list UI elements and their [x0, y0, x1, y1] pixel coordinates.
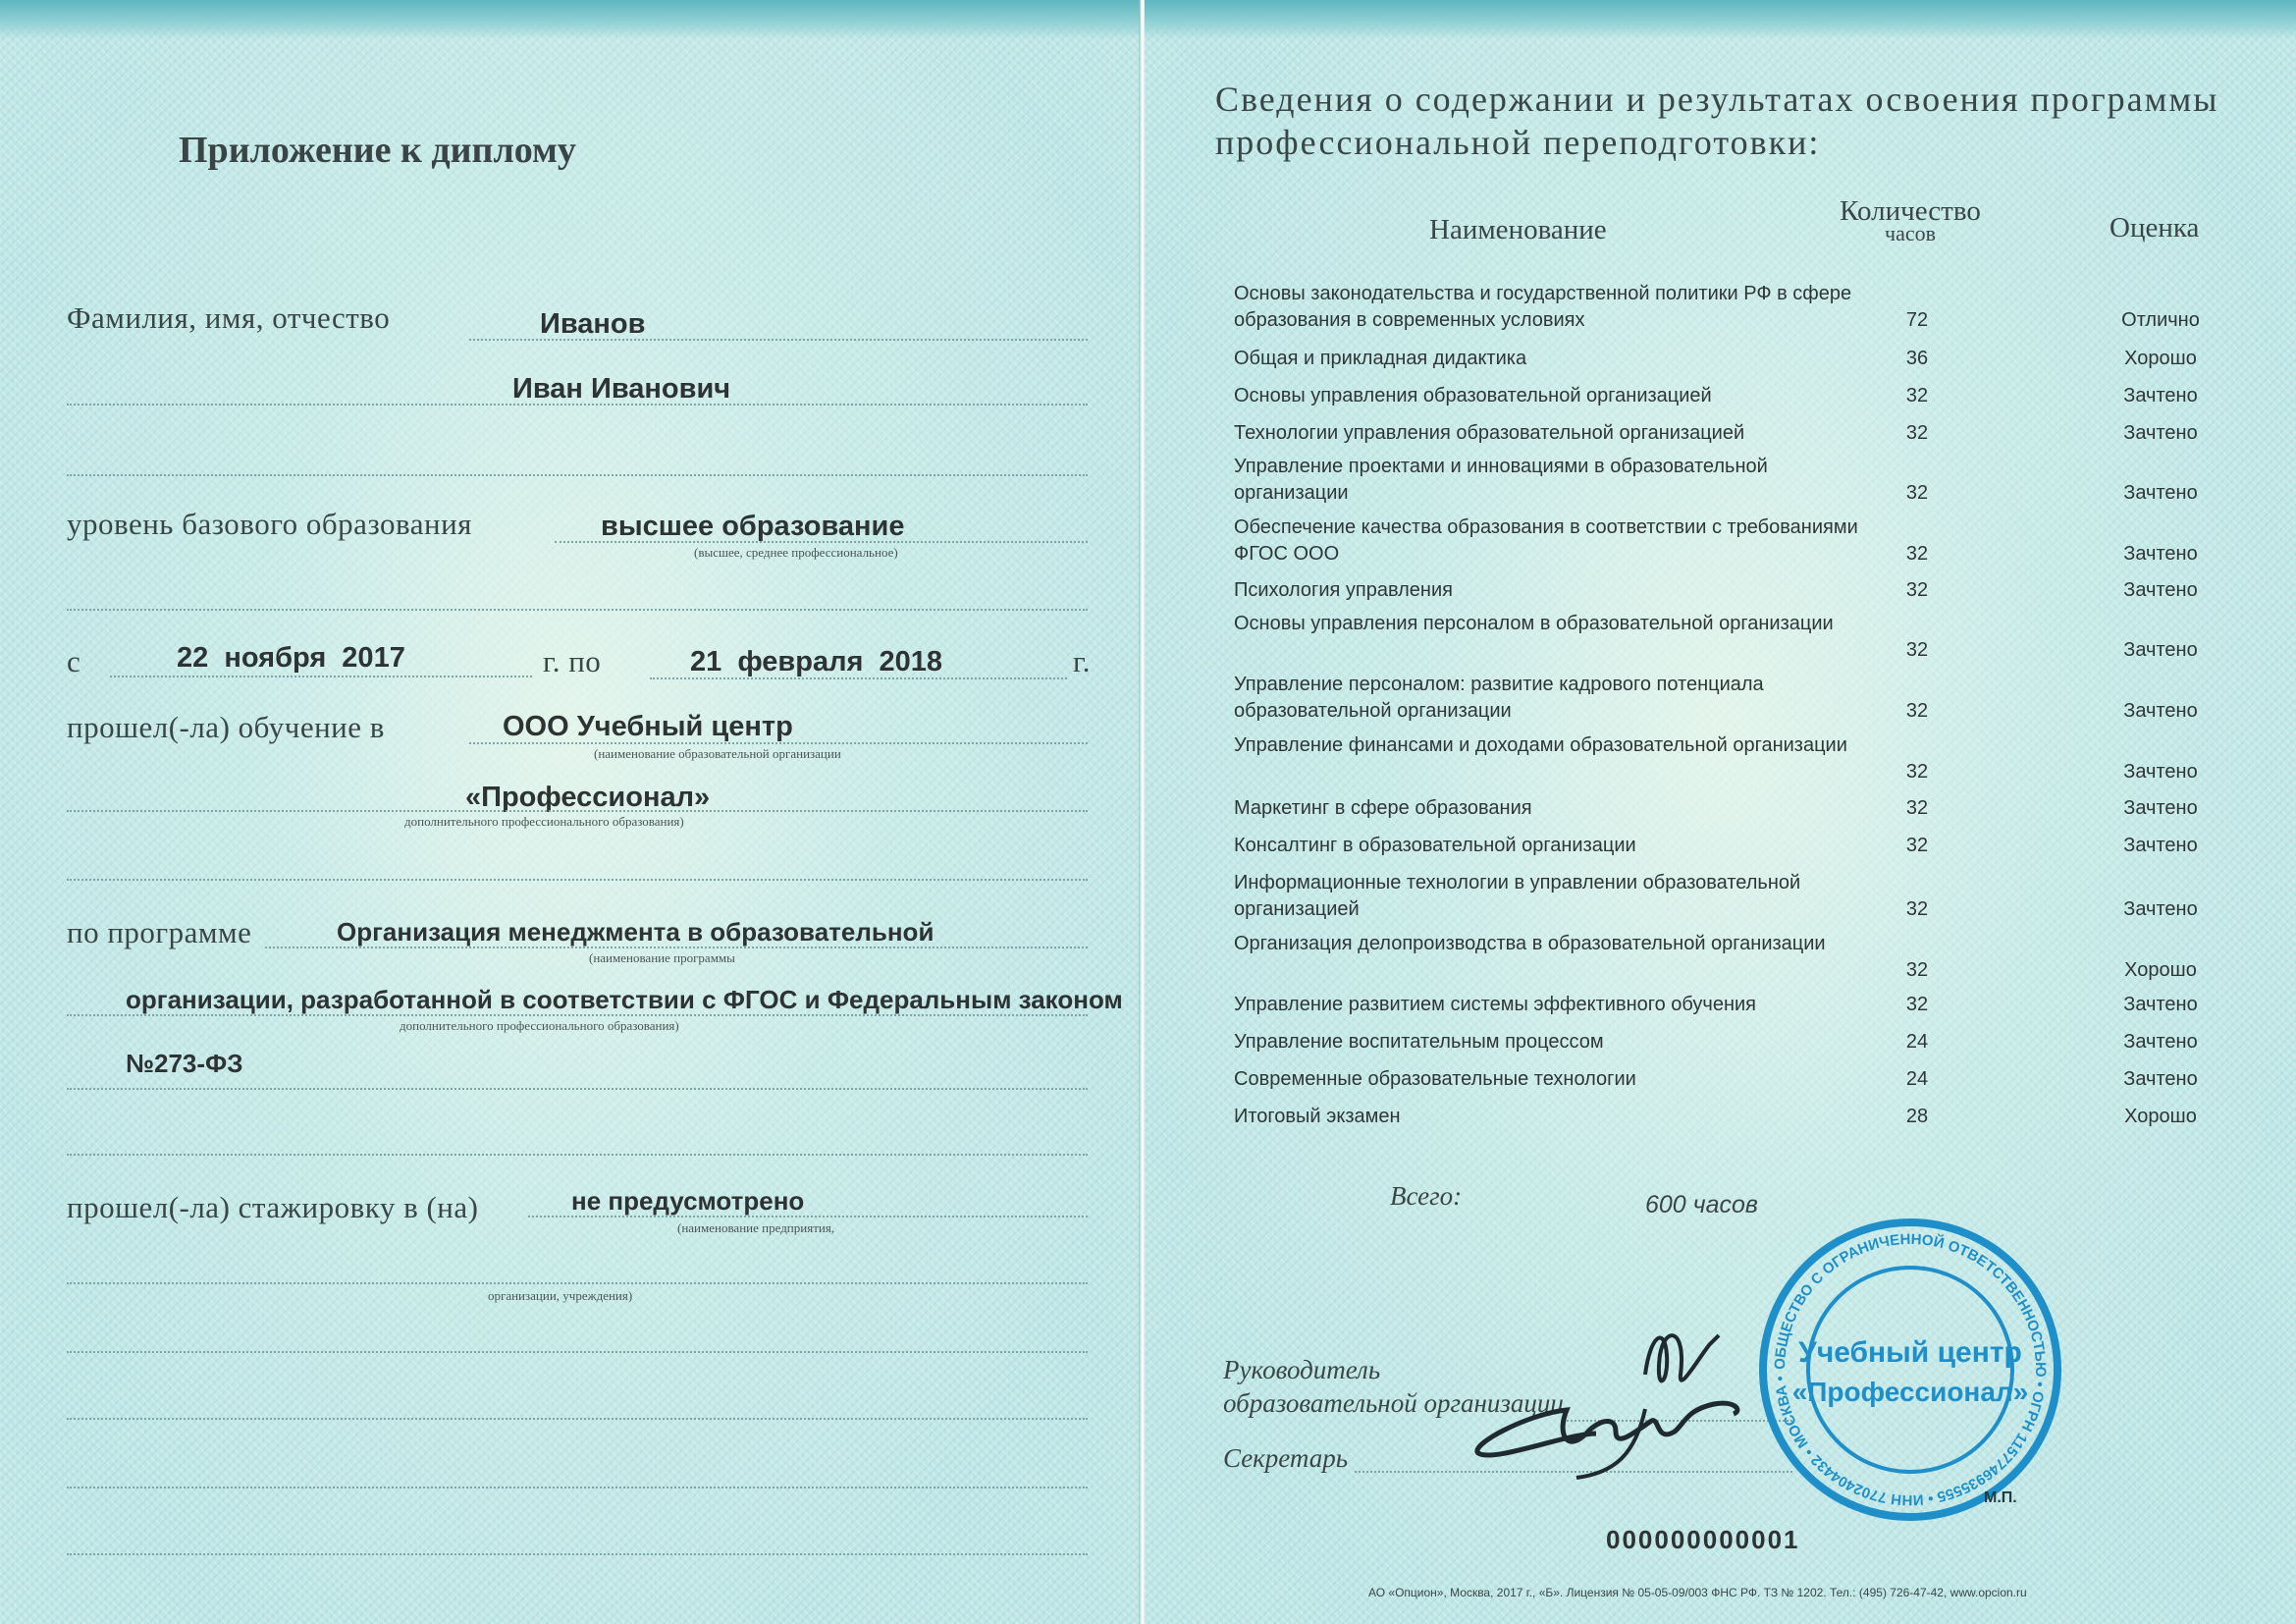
head-signature [1645, 1335, 1719, 1380]
organization-line [469, 742, 1088, 744]
program-line-2: организации, разработанной в соответствии с ФГОС и Федеральным законом [126, 985, 1123, 1014]
subject-hours: 72 [1905, 309, 1929, 331]
subject-name: Основы управления образовательной организацией [1234, 385, 1712, 406]
organization-line-2: «Профессионал» [465, 782, 711, 813]
subject-grade: Хорошо [2124, 1106, 2197, 1127]
organization-line-1: ООО Учебный центр [503, 711, 793, 742]
subject-name: Маркетинг в сфере образования [1234, 797, 1532, 819]
program-line-1: Организация менеджмента в образовательной [337, 917, 934, 947]
base-education-label: уровень базового образования [67, 507, 472, 541]
subject-hours: 32 [1905, 797, 1929, 819]
column-hours-header-1: Количество [1840, 195, 1981, 227]
subject-name: Психология управления [1234, 579, 1453, 601]
program-line-3: №273-ФЗ [126, 1049, 243, 1078]
organization-stamp [1753, 1213, 2067, 1527]
subject-hours: 32 [1905, 835, 1929, 856]
subject-name: Управление проектами и инновациями в образовательной организации [1234, 456, 1768, 504]
blank-line-2 [67, 1418, 1088, 1420]
stamp-center-line-2: «Профессионал» [1791, 1377, 2029, 1407]
subject-hours: 28 [1905, 1106, 1929, 1127]
subject-hours: 36 [1905, 348, 1929, 369]
subject-grade: Зачтено [2123, 761, 2198, 783]
program-note-2: дополнительного профессионального образования) [400, 1018, 679, 1033]
top-band-right [1145, 0, 2296, 39]
period-mid: г. по [543, 644, 602, 678]
diploma-right-page [1145, 0, 2296, 1624]
blank-line-1 [67, 1351, 1088, 1353]
fio-line-3 [67, 474, 1088, 476]
subject-grade: Зачтено [2123, 579, 2198, 601]
subject-name: Обеспечение качества образования в соответствии с требованиями ФГОС ООО [1234, 516, 1858, 565]
stamp-code: М.П. [1984, 1489, 2017, 1506]
date-to-line [650, 677, 1067, 679]
serial-number: 000000000001 [1606, 1525, 1800, 1554]
subject-grade: Зачтено [2123, 994, 2198, 1015]
column-name-header: Наименование [1429, 214, 1607, 245]
subject-hours: 32 [1905, 482, 1929, 504]
head-label-1: Руководитель [1223, 1355, 1381, 1384]
internship-note-1: (наименование предприятия, [677, 1220, 835, 1235]
base-education-line [555, 541, 1088, 543]
subject-name: Основы законодательства и государственной политики РФ в сфере образования в современных условиях [1234, 283, 1852, 331]
stamp-center-line-1: Учебный центр [1798, 1336, 2022, 1369]
column-hours-header [1812, 195, 2008, 245]
internship-note-2: организации, учреждения) [488, 1288, 633, 1303]
column-grade-header: Оценка [2109, 212, 2200, 244]
period-from-prefix: с [67, 644, 81, 678]
subject-name: Консалтинг в образовательной организации [1234, 835, 1636, 856]
subject-grade: Зачтено [2123, 422, 2198, 444]
stamp-inner-ring [1808, 1268, 2012, 1472]
results-header-line-2: профессиональной переподготовки: [1215, 123, 1821, 162]
fio-line-1 [469, 339, 1088, 341]
total-value: 600 часов [1645, 1191, 1758, 1218]
secretary-label: Секретарь [1223, 1443, 1349, 1473]
signatures [1321, 1316, 1773, 1492]
name-patronymic-value: Иван Иванович [512, 373, 731, 405]
subject-name: Основы управления персоналом в образовательной организации [1234, 613, 1834, 634]
internship-value: не предусмотрено [571, 1186, 805, 1216]
subject-grade: Хорошо [2124, 348, 2197, 369]
internship-label: прошел(-ла) стажировку в (на) [67, 1190, 479, 1224]
results-header-line-1: Сведения о содержании и результатах освоения программы [1215, 80, 2219, 119]
program-line-c [67, 1088, 1088, 1090]
subject-grade: Зачтено [2123, 543, 2198, 565]
subject-grade: Зачтено [2123, 898, 2198, 920]
program-line-b [67, 1014, 1088, 1016]
subject-name: Современные образовательные технологии [1234, 1068, 1636, 1090]
subject-name: Информационные технологии в управлении образовательной организацией [1234, 872, 1801, 920]
subject-hours: 32 [1905, 898, 1929, 920]
program-label: по программе [67, 915, 252, 949]
top-band [0, 0, 1141, 39]
subject-name: Управление развитием системы эффективного обучения [1234, 994, 1757, 1015]
fio-line-2 [67, 404, 1088, 406]
program-line-d [67, 1154, 1088, 1156]
period-suffix: г. [1073, 644, 1091, 678]
subject-hours: 32 [1905, 422, 1929, 444]
program-line-a [265, 947, 1088, 948]
subject-grade: Зачтено [2123, 700, 2198, 722]
subject-grade: Хорошо [2124, 959, 2197, 981]
subject-grade: Зачтено [2123, 639, 2198, 661]
subject-grade: Зачтено [2123, 482, 2198, 504]
head-label-2: образовательной организации [1223, 1388, 1564, 1418]
base-education-line-2 [67, 609, 1088, 611]
subject-hours: 24 [1905, 1068, 1929, 1090]
subject-hours: 32 [1905, 700, 1929, 722]
subject-hours: 32 [1905, 385, 1929, 406]
subject-hours: 32 [1905, 543, 1929, 565]
internship-line [528, 1216, 1088, 1218]
subject-name: Технологии управления образовательной организацией [1234, 422, 1745, 444]
date-to-value: 21 февраля 2018 [690, 646, 943, 677]
subject-grade: Зачтено [2123, 1068, 2198, 1090]
subject-name: Управление персоналом: развитие кадрового потенциала образовательной организации [1234, 674, 1764, 722]
base-education-note: (высшее, среднее профессиональное) [694, 545, 898, 560]
subject-grade: Зачтено [2123, 1031, 2198, 1053]
diploma-left-page [0, 0, 1141, 1624]
organization-note-1: (наименование образовательной организации [594, 746, 841, 761]
stamp-ring-text: ОБЩЕСТВО С ОГРАНИЧЕННОЙ ОТВЕТСТВЕННОСТЬЮ • ОГРН 1157746935555 • ИНН 7702404432 • МОСКВА • [1771, 1230, 2050, 1509]
subject-grade: Отлично [2121, 309, 2200, 331]
subject-grade: Зачтено [2123, 797, 2198, 819]
subject-grade: Зачтено [2123, 385, 2198, 406]
subject-name: Общая и прикладная дидактика [1234, 348, 1527, 369]
column-hours-header-2: часов [1885, 221, 1936, 245]
secretary-signature [1477, 1403, 1737, 1455]
subject-hours: 24 [1905, 1031, 1929, 1053]
subject-grade: Зачтено [2123, 835, 2198, 856]
studied-label: прошел(-ла) обучение в [67, 710, 385, 744]
subject-name: Управление финансами и доходами образовательной организации [1234, 734, 1847, 756]
organization-note-2: дополнительного профессионального образования) [404, 814, 684, 829]
surname-value: Иванов [540, 308, 646, 340]
organization-line-c [67, 879, 1088, 881]
blank-line-3 [67, 1487, 1088, 1489]
organization-line-b [67, 810, 1088, 812]
printer-footer: АО «Опцион», Москва, 2017 г., «Б». Лицензия № 05-05-09/003 ФНС РФ. ТЗ № 1202. Тел.: (495) 726-47-42, www.opcion.ru [1368, 1586, 2027, 1599]
subject-hours: 32 [1905, 959, 1929, 981]
subject-hours: 32 [1905, 639, 1929, 661]
blank-line-4 [67, 1553, 1088, 1555]
date-from-value: 22 ноября 2017 [177, 642, 405, 674]
subject-hours: 32 [1905, 994, 1929, 1015]
subject-name: Итоговый экзамен [1234, 1106, 1401, 1127]
internship-line-b [67, 1282, 1088, 1284]
subject-name: Организация делопроизводства в образовательной организации [1234, 933, 1826, 954]
subject-name: Управление воспитательным процессом [1234, 1031, 1604, 1053]
subject-hours: 32 [1905, 579, 1929, 601]
page-title: Приложение к диплому [179, 130, 576, 171]
fio-label: Фамилия, имя, отчество [67, 300, 391, 335]
subject-hours: 32 [1905, 761, 1929, 783]
total-label: Всего: [1390, 1181, 1463, 1211]
program-note-1: (наименование программы [589, 950, 735, 965]
date-from-line [110, 676, 532, 677]
base-education-value: высшее образование [601, 511, 905, 542]
